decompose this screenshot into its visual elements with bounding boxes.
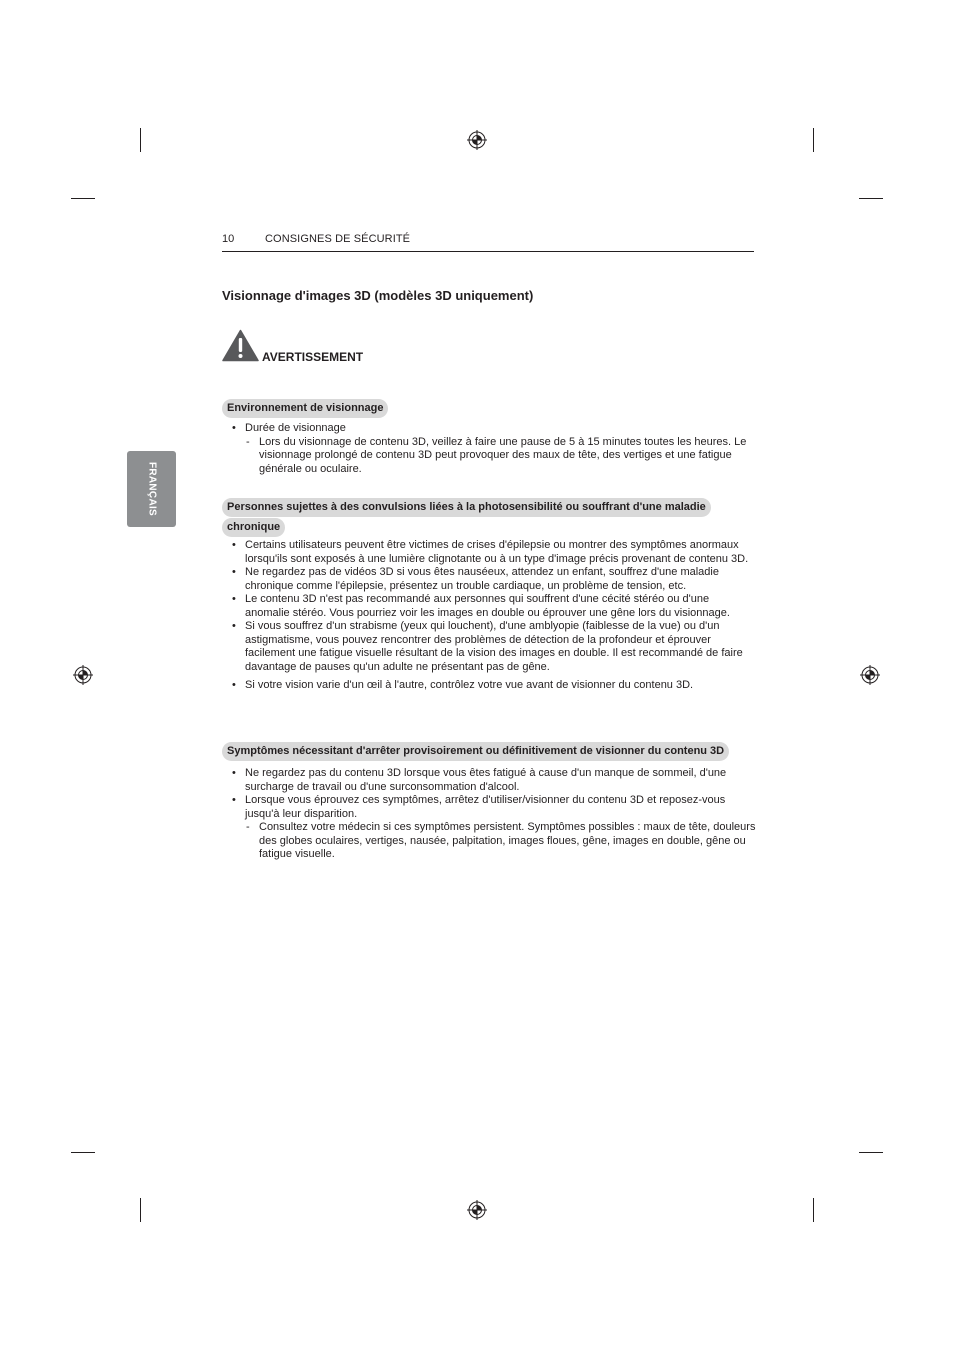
crop-mark [859, 1152, 883, 1153]
subsection-heading: Environnement de visionnage [222, 399, 388, 418]
running-title: CONSIGNES DE SÉCURITÉ [265, 233, 411, 245]
crop-mark [71, 198, 95, 199]
subsection-heading: Personnes sujettes à des convulsions liées à la photosensibilité ou souffrant d'une maladie [222, 498, 711, 517]
registration-mark-icon [467, 1200, 487, 1220]
crop-mark [140, 128, 141, 152]
list-item: - Consultez votre médecin si ces symptômes persistent. Symptômes possibles : maux de tête, douleurs des globes oculaires, vertiges, nausée, palpitation, images floues, gêne, images en double, gêne ou fatigue visuelle. [245, 821, 756, 862]
language-tab-label: FRANÇAIS [146, 461, 157, 517]
warning-triangle-icon [222, 329, 259, 362]
dash-list [245, 821, 756, 862]
section-title: Visionnage d'images 3D (modèles 3D uniquement) [222, 288, 534, 303]
list-item: • Ne regardez pas de vidéos 3D si vous êtes nauséeux, attendez un enfant, souffrez d'une maladie chronique comme l'épilepsie, présentez un trouble cardiaque, un problème de tension, etc. [222, 566, 756, 593]
subsection-heading-continued: chronique [222, 518, 285, 537]
list-item: • Lorsque vous éprouvez ces symptômes, arrêtez d'utiliser/visionner du contenu 3D et reposez-vous jusqu'à leur disparition. - Consultez votre médecin si ces symptômes persistent. Symptômes possibles : maux de tête, douleurs des globes oculaires, vertiges, nausée, palpitation, images floues, gêne, images en double, gêne ou fatigue visuelle. [222, 794, 756, 862]
page-header [222, 232, 754, 252]
list-item: • Si votre vision varie d'un œil à l'autre, contrôlez votre vue avant de visionner du contenu 3D. [222, 679, 756, 693]
warning-label: AVERTISSEMENT [262, 350, 364, 364]
list-item: • Certains utilisateurs peuvent être victimes de crises d'épilepsie ou montrer des symptômes anormaux lorsqu'ils sont exposés à une lumière clignotante ou à un type d'image précis provenant de contenu 3D. [222, 539, 756, 566]
page-number: 10 [222, 233, 235, 245]
registration-mark-icon [860, 665, 880, 685]
bullet-list [222, 422, 756, 476]
crop-mark [71, 1152, 95, 1153]
photosensitivity-section [222, 497, 756, 693]
viewing-environment-section [222, 398, 756, 476]
list-item: • Le contenu 3D n'est pas recommandé aux personnes qui souffrent d'une cécité stéréo ou d'une anomalie stéréo. Vous pourriez voir les images en double ou éprouver une gêne lors du visionnage. [222, 593, 756, 620]
list-item: • Si vous souffrez d'un strabisme (yeux qui louchent), d'une amblyopie (faiblesse de la vue) ou d'un astigmatisme, vous pouvez rencontrer des problèmes de détection de la profondeur et éprouver facilement une fatigue visuelle résultant de la vision des images en double. Il est recommandé de faire davantage de pauses qu'un adulte ne présentant pas de gêne. [222, 620, 756, 674]
bullet-list [222, 767, 756, 862]
list-item: - Lors du visionnage de contenu 3D, veillez à faire une pause de 5 à 15 minutes toutes les heures. Le visionnage prolongé de contenu 3D peut provoquer des maux de tête, des vertiges et une fatigue générale ou oculaire. [245, 436, 756, 477]
symptoms-section [222, 741, 756, 862]
crop-mark [813, 1198, 814, 1222]
subsection-heading: Symptômes nécessitant d'arrêter provisoirement ou définitivement de visionner du contenu 3D [222, 742, 729, 761]
dash-list [245, 436, 756, 477]
language-tab [127, 451, 176, 527]
crop-mark [813, 128, 814, 152]
registration-mark-icon [467, 130, 487, 150]
crop-mark [859, 198, 883, 199]
list-item: • Ne regardez pas du contenu 3D lorsque vous êtes fatigué à cause d'un manque de sommeil, d'une surcharge de travail ou d'une surconsommation d'alcool. [222, 767, 756, 794]
list-item: • Durée de visionnage - Lors du visionnage de contenu 3D, veillez à faire une pause de 5 à 15 minutes toutes les heures. Le visionnage prolongé de contenu 3D peut provoquer des maux de tête, des vertiges et une fatigue générale ou oculaire. [222, 422, 756, 476]
registration-mark-icon [73, 665, 93, 685]
crop-mark [140, 1198, 141, 1222]
bullet-list [222, 539, 756, 693]
